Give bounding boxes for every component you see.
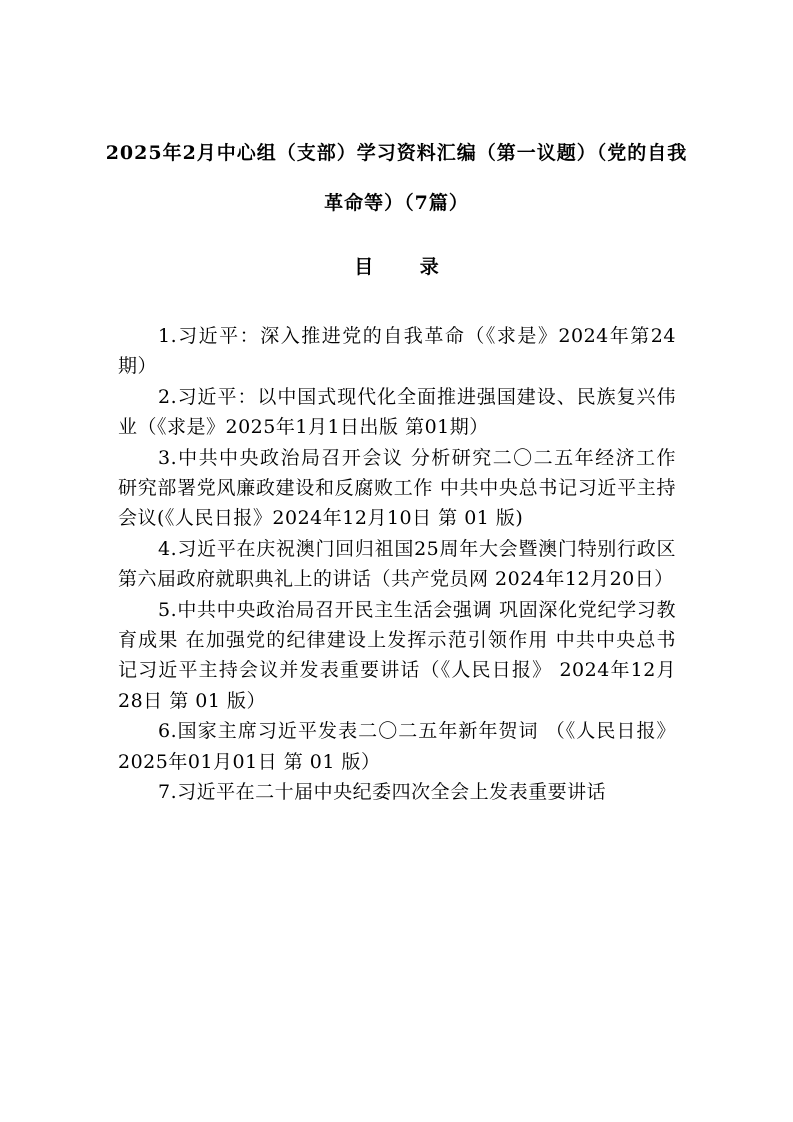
toc-list — [118, 321, 676, 808]
toc-item-3: 3.中共中央政治局召开会议 分析研究二〇二五年经济工作 研究部署党风廉政建设和反腐败工作 中共中央总书记习近平主持会议(《人民日报》2024年12月10日 第 01 版) — [118, 446, 676, 530]
toc-item-1: 1.习近平：深入推进党的自我革命（《求是》2024年第24期） — [118, 325, 676, 378]
toc-item-2: 2.习近平：以中国式现代化全面推进强国建设、民族复兴伟业（《求是》2025年1月1日出版 第01期） — [118, 385, 676, 439]
toc-item-6: 6.国家主席习近平发表二〇二五年新年贺词 （《人民日报》2025年01月01日 第 01 版） — [118, 720, 676, 773]
toc-item-4: 4.习近平在庆祝澳门回归祖国25周年大会暨澳门特别行政区第六届政府就职典礼上的讲话（共产党员网 2024年12月20日） — [118, 537, 676, 591]
toc-item-5: 5.中共中央政治局召开民主生活会强调 巩固深化党纪学习教育成果 在加强党的纪律建设上发挥示范引领作用 中共中央总书记习近平主持会议并发表重要讲话（《人民日报》 2024年12月28日 第 01 版） — [118, 598, 676, 712]
toc-item-7: 7.习近平在二十届中央纪委四次全会上发表重要讲话 — [158, 781, 607, 804]
document-title: 2025年2月中心组（支部）学习资料汇编（第一议题）（党的自我革命等）（7篇） — [105, 142, 688, 214]
toc-heading: 目 录 — [354, 256, 459, 278]
